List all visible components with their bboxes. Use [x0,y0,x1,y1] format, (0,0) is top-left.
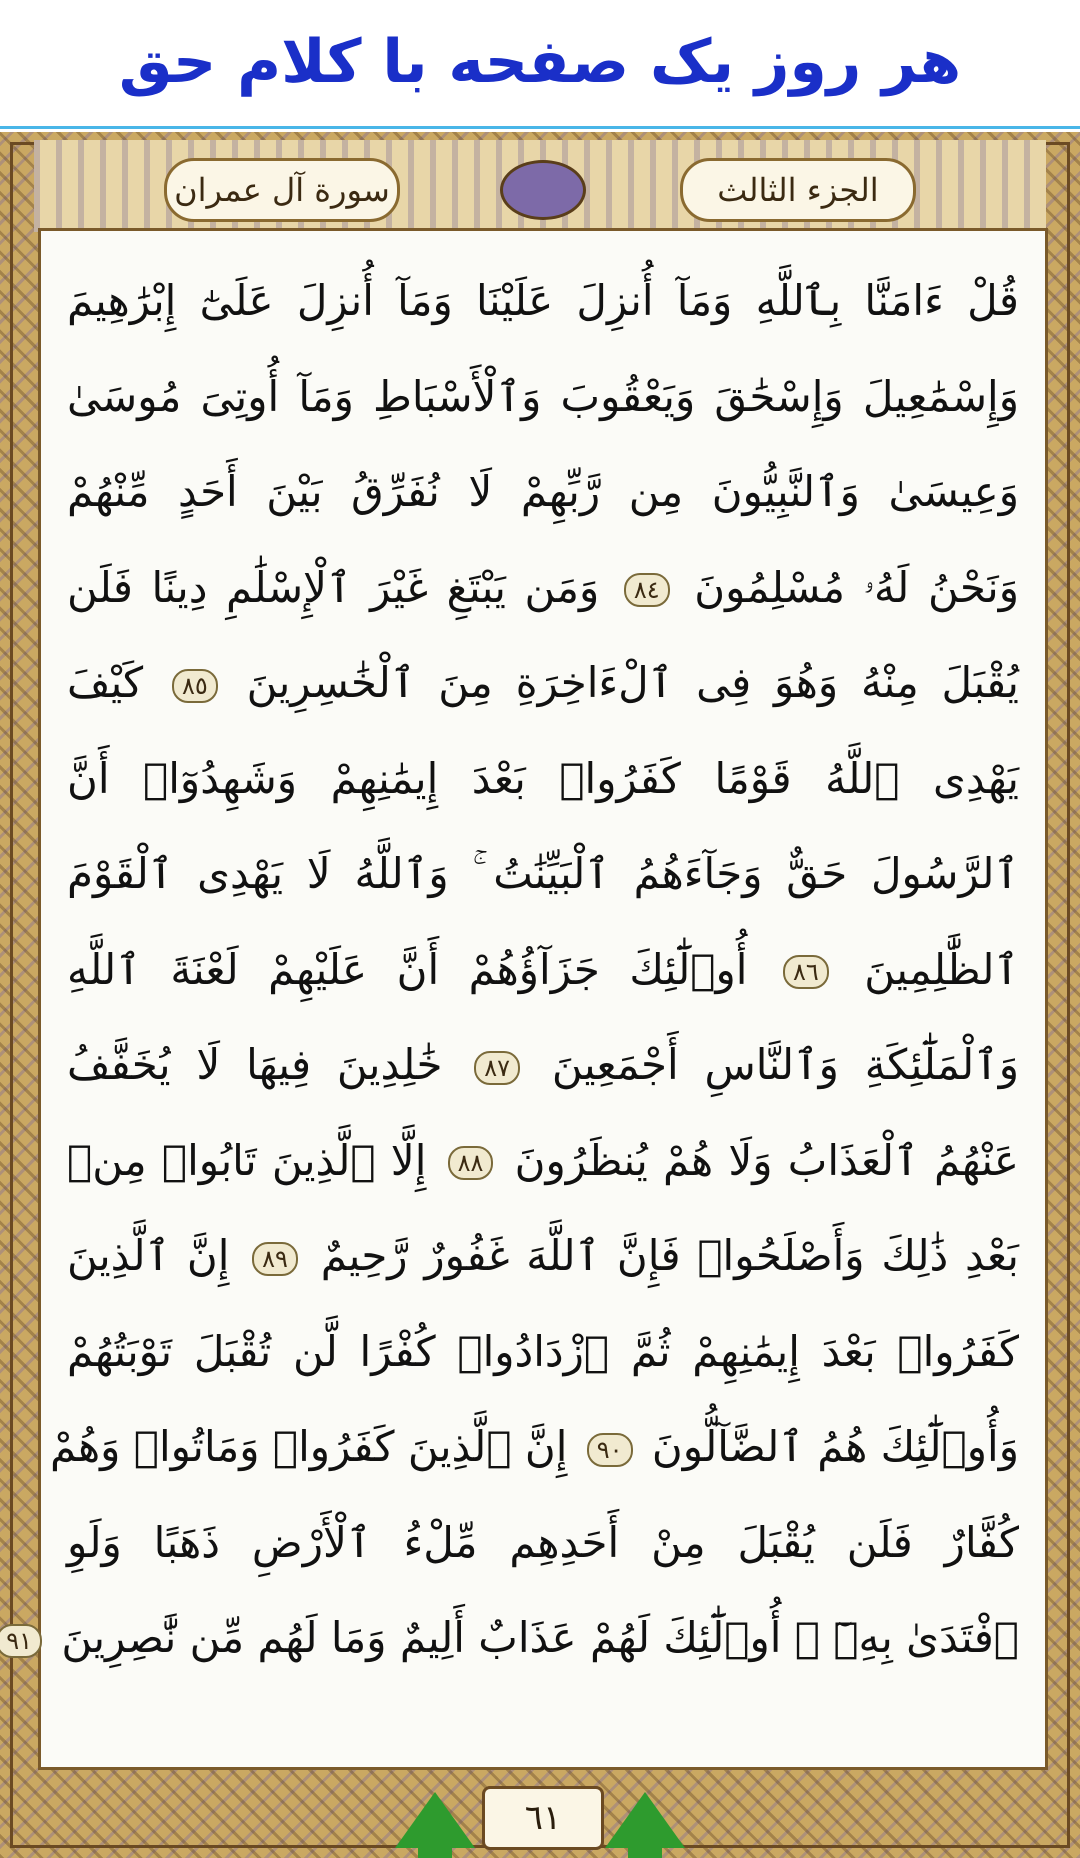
verse-text: ٱلظَّٰلِمِينَ [864,944,1019,994]
verse-text: وَأُو۟لَٰٓئِكَ هُمُ ٱلضَّآلُّونَ [651,1422,1019,1471]
verse-line [6,1590,1019,1686]
banner-divider [0,126,1080,129]
verse-text: إِنَّ ٱلَّذِينَ [67,1231,230,1280]
ayah-number-marker: ٨٩ [252,1242,298,1276]
banner-title: هر روز یک صفحه با کلام حق [118,27,962,97]
ayah-number-marker: ٨٨ [448,1146,494,1180]
mushaf-page-frame [0,132,1080,1858]
verse-text: كَفَرُوا۟ بَعْدَ إِيمَٰنِهِمْ ثُمَّ ٱزْدَادُوا۟ كُفْرًا لَّن تُقْبَلَ تَوْبَتُهُمْ [67,1326,1019,1376]
juz-label: الجزء الثالث [680,158,916,222]
page-number: ٦١ [482,1786,604,1850]
verse-text: وَعِيسَىٰ وَٱلنَّبِيُّونَ مِن رَّبِّهِمْ لَا نُفَرِّقُ بَيْنَ أَحَدٍ مِّنْهُمْ [67,467,1019,516]
verse-text: وَنَحْنُ لَهُۥ مُسْلِمُونَ [694,562,1019,612]
verse-text: بَعْدِ ذَٰلِكَ وَأَصْلَحُوا۟ فَإِنَّ ٱللَّهَ غَفُورٌ رَّحِيمٌ [320,1231,1019,1280]
verse-line [67,540,1019,636]
verse-line [67,922,1019,1018]
verse-text: كُفَّارٌ فَلَن يُقْبَلَ مِنْ أَحَدِهِم مِّلْءُ ٱلْأَرْضِ ذَهَبًا وَلَوِ [67,1517,1019,1567]
verse-text: أُو۟لَٰٓئِكَ جَزَآؤُهُمْ أَنَّ عَلَيْهِمْ لَعْنَةَ ٱللَّهِ [67,944,748,994]
header-ornament-icon [500,160,586,220]
page-footer [0,1762,1080,1858]
verse-line [67,1113,1019,1209]
ayah-number-marker: ٩٠ [587,1433,633,1467]
ayah-number-marker: ٨٤ [624,573,670,607]
verse-text: قُلْ ءَامَنَّا بِٱللَّهِ وَمَآ أُنزِلَ عَلَيْنَا وَمَآ أُنزِلَ عَلَىٰٓ إِبْرَٰهِيمَ [67,276,1019,325]
verse-line [67,731,1019,827]
verse-line [67,1208,1019,1304]
verse-line [50,1399,1019,1495]
arrow-stem [628,1838,662,1858]
verse-text: ٱلرَّسُولَ حَقٌّ وَجَآءَهُمُ ٱلْبَيِّنَٰتُ ۚ وَٱللَّهُ لَا يَهْدِى ٱلْقَوْمَ [67,849,1019,898]
verse-text: يَهْدِى ٱللَّهُ قَوْمًا كَفَرُوا۟ بَعْدَ إِيمَٰنِهِمْ وَشَهِدُوٓا۟ أَنَّ [67,753,1019,803]
verse-text: كَيْفَ [67,658,144,707]
prev-page-arrow-icon[interactable] [395,1792,475,1848]
ayah-number-marker: ٩١ [0,1624,42,1658]
top-banner [0,0,1080,120]
verse-text: ٱفْتَدَىٰ بِهِۦٓ ۗ أُو۟لَٰٓئِكَ لَهُمْ عَذَابٌ أَلِيمٌ وَمَا لَهُم مِّن نَّٰصِرِينَ [61,1613,1019,1662]
verse-text: إِنَّ ٱلَّذِينَ كَفَرُوا۟ وَمَاتُوا۟ وَهُمْ [50,1422,568,1471]
verse-text: وَمَن يَبْتَغِ غَيْرَ ٱلْإِسْلَٰمِ دِينًا فَلَن [67,562,600,612]
verse-line [67,826,1019,922]
verse-line [67,1304,1019,1400]
verse-line [67,253,1019,349]
verse-text: يُقْبَلَ مِنْهُ وَهُوَ فِى ٱلْءَاخِرَةِ مِنَ ٱلْخَٰسِرِينَ [246,658,1019,707]
verse-text-block [6,253,1020,1686]
verse-text: وَإِسْمَٰعِيلَ وَإِسْحَٰقَ وَيَعْقُوبَ وَٱلْأَسْبَاطِ وَمَآ أُوتِىَ مُوسَىٰ [67,371,1019,421]
quran-page-content [6,228,1048,1770]
verse-text: وَٱلْمَلَٰٓئِكَةِ وَٱلنَّاسِ أَجْمَعِينَ [551,1040,1020,1089]
page-header [34,140,1046,232]
verse-line [67,349,1019,445]
verse-text: عَنْهُمُ ٱلْعَذَابُ وَلَا هُمْ يُنظَرُونَ [514,1135,1019,1185]
verse-line [67,1495,1019,1591]
ayah-number-marker: ٨٥ [172,669,218,703]
surah-label: سورة آل عمران [164,158,400,222]
verse-line [67,444,1019,540]
ayah-number-marker: ٨٧ [474,1051,520,1085]
verse-line [67,635,1019,731]
verse-line [67,1017,1019,1113]
verse-text: خَٰلِدِينَ فِيهَا لَا يُخَفَّفُ [67,1040,443,1089]
ayah-number-marker: ٨٦ [783,955,829,989]
verse-text: إِلَّا ٱلَّذِينَ تَابُوا۟ مِنۢ [67,1135,427,1185]
